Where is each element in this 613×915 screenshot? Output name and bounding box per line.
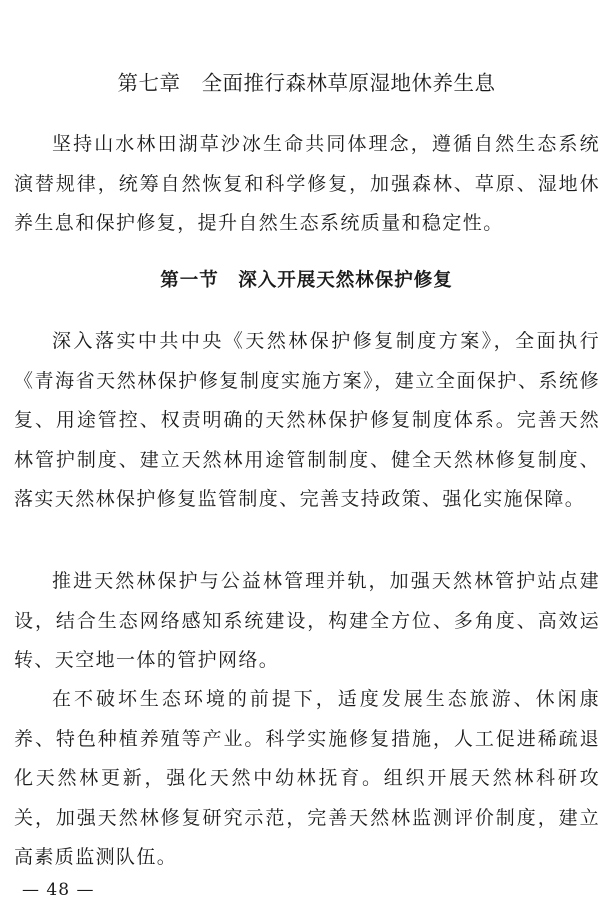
section-title: 第一节 深入开展天然林保护修复: [160, 270, 453, 291]
intro-paragraph: 坚持山水林田湖草沙冰生命共同体理念，遵循自然生态系统演替规律，统筹自然恢复和科学修复，加强森林、草原、湿地休养生息和保护修复，提升自然生态系统质量和稳定性。: [14, 133, 600, 234]
section-paragraph-1: 深入落实中共中央《天然林保护修复制度方案》，全面执行《青海省天然林保护修复制度实施方案》，建立全面保护、系统修复、用途管控、权责明确的天然林保护修复制度体系。完善天然林管护制度、建立天然林用途管制制度、健全天然林修复制度、落实天然林保护修复监管制度、完善支持政策、强化实施保障。: [14, 330, 600, 510]
chapter-title: 第七章 全面推行森林草原湿地休养生息: [117, 71, 496, 95]
section-paragraph-3: 在不破坏生态环境的前提下，适度发展生态旅游、休闲康养、特色种植养殖等产业。科学实施修复措施，人工促进稀疏退化天然林更新，强化天然中幼林抚育。组织开展天然林科研攻关，加强天然林修复研究示范，完善天然林监测评价制度，建立高素质监测队伍。: [14, 688, 600, 868]
section-paragraph-2: 推进天然林保护与公益林管理并轨，加强天然林管护站点建设，结合生态网络感知系统建设，构建全方位、多角度、高效运转、天空地一体的管护网络。: [14, 570, 600, 671]
page-number: — 48 —: [22, 880, 95, 900]
